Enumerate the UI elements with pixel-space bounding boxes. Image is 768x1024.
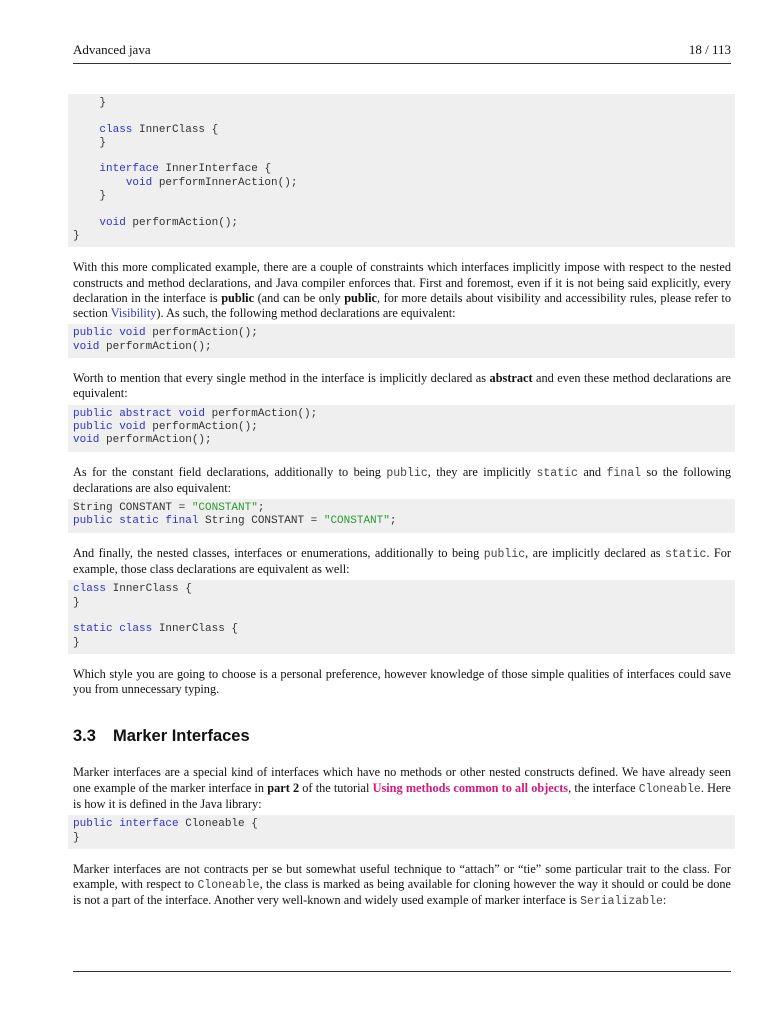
paragraph-constraints: With this more complicated example, there are a couple of constraints which interfaces implicitly impose with respect to the nested constructs and method declarations, and Java compiler enforces that. First and foremost, even if it is not being said explicitly, every declaration in the interface is public (and can be only public, for more details about visibility and accessibility rules, please refer to section Visibility). As such, the following method declarations are equivalent: [73,260,731,321]
code-block-interface-nested: } class InnerClass { } interface InnerInterface { void performInnerAction(); } void performAction(); } [68,94,735,247]
methods-common-link[interactable]: Using methods common to all objects [372,780,569,795]
code-block-abstract-methods: public abstract void performAction(); public void performAction(); void performAction(); [68,405,735,452]
paragraph-style-preference: Which style you are going to choose is a personal preference, however knowledge of those simple qualities of interfaces could save you from unnecessary typing. [73,666,731,697]
paragraph-marker-contracts: Marker interfaces are not contracts per se but somewhat useful technique to “attach” or “tie” some particular trait to the class. For example, with respect to Cloneable, the class is marked as being available for cloning however the way it should or could be done is not a part of the interface. Another very well-known and widely used example of marker interface is Serializable: [73,861,731,909]
page-content [68,94,735,910]
paragraph-abstract: Worth to mention that every single method in the interface is implicitly declared as abstract and even these method declarations are equivalent: [73,371,732,401]
document-title: Advanced java [73,42,151,57]
paragraph-nested-static: And finally, the nested classes, interfaces or enumerations, additionally to being public, are implicitly declared as static. For example, those class declarations are equivalent as well: [73,545,731,577]
code-block-constants: String CONSTANT = "CONSTANT"; public static final String CONSTANT = "CONSTANT"; [68,499,735,533]
header-divider [73,63,731,64]
visibility-link[interactable]: Visibility [110,306,157,321]
footer-divider [73,971,731,972]
code-block-inner-class: class InnerClass { } static class InnerClass { } [68,580,735,653]
paragraph-marker-intro: Marker interfaces are a special kind of interfaces which have no methods or other nested constructs defined. We have already seen one example of the marker interface in part 2 of the tutorial Using methods common to all objects, the interface Cloneable. Here is how it is defined in the Java library: [73,765,731,811]
page-number: 18 / 113 [688,42,731,57]
code-block-cloneable: public interface Cloneable { } [68,815,735,849]
section-heading-marker-interfaces: 3.3 Marker Interfaces [73,727,250,746]
paragraph-constants: As for the constant field declarations, additionally to being public, they are implicitly static and final so the following declarations are also equivalent: [73,464,732,495]
code-block-public-methods: public void performAction(); void performAction(); [68,324,735,358]
